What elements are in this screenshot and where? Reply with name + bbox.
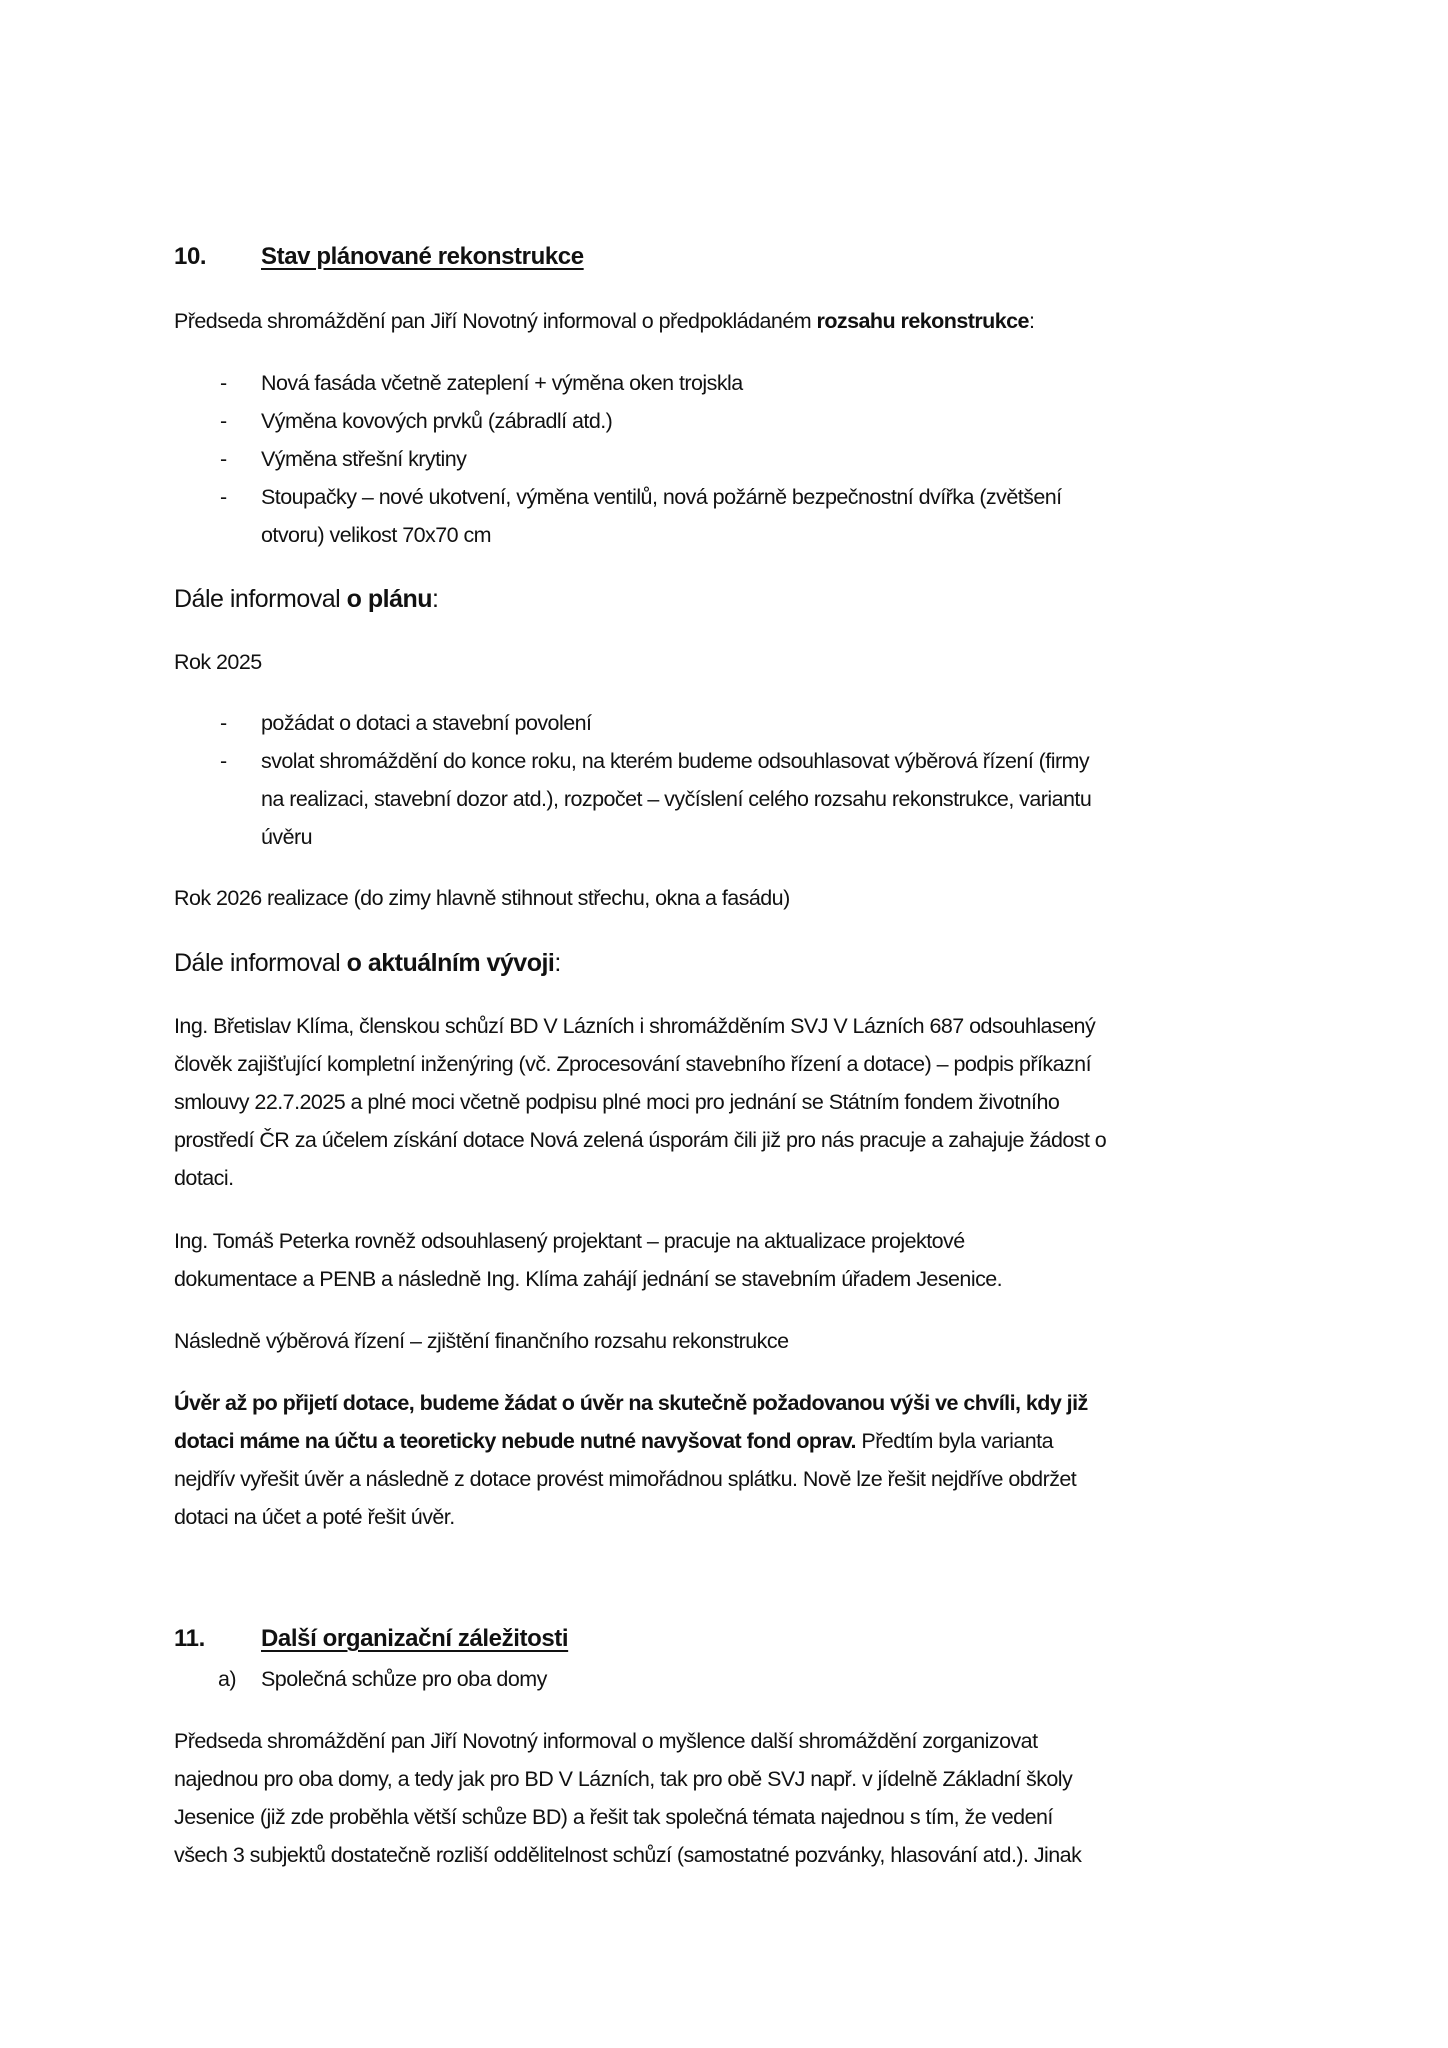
section-title: Stav plánované rekonstrukce bbox=[261, 243, 584, 270]
section-number: 10. bbox=[174, 243, 207, 270]
paragraph-line: dotaci. bbox=[174, 1166, 234, 1190]
paragraph-line: člověk zajišťující kompletní inženýring (vč. Zprocesování stavebního řízení a dotace) – podpis příkazní bbox=[174, 1052, 1092, 1076]
paragraph-line: prostředí ČR za účelem získání dotace Nová zelená úsporám čili již pro nás pracuje a zahajuje žádost o bbox=[174, 1128, 1107, 1152]
paragraph-line: najednou pro oba domy, a tedy jak pro BD V Lázních, tak pro obě SVJ např. v jídelně Základní školy bbox=[174, 1767, 1073, 1791]
list-item: - Stoupačky – nové ukotvení, výměna ventilů, nová požárně bezpečnostní dvířka (zvětšení bbox=[220, 485, 1062, 509]
section-number: 11. bbox=[174, 1625, 205, 1652]
section-11-heading bbox=[174, 1620, 568, 1658]
paragraph-line: Ing. Tomáš Peterka rovněž odsouhlasený projektant – pracuje na aktualizace projektové bbox=[174, 1229, 965, 1253]
year-2025-label: Rok 2025 bbox=[174, 650, 262, 674]
list-item: - Nová fasáda včetně zateplení + výměna oken trojskla bbox=[220, 371, 743, 395]
list-item: - Výměna kovových prvků (zábradlí atd.) bbox=[220, 409, 613, 433]
plan-heading: Dále informoval o plánu: bbox=[174, 585, 439, 613]
list-item-continuation: úvěru bbox=[261, 825, 313, 849]
paragraph-line: všech 3 subjektů dostatečně rozliší oddělitelnost schůzí (samostatné pozvánky, hlasování atd.). Jinak bbox=[174, 1843, 1082, 1867]
paragraph-line: Předseda shromáždění pan Jiří Novotný informoval o myšlence další shromáždění zorganizovat bbox=[174, 1729, 1038, 1753]
year-2026-paragraph: Rok 2026 realizace (do zimy hlavně stihnout střechu, okna a fasádu) bbox=[174, 886, 790, 910]
development-heading: Dále informoval o aktuálním vývoji: bbox=[174, 949, 561, 977]
list-item-continuation: otvoru) velikost 70x70 cm bbox=[261, 523, 492, 547]
intro-paragraph: Předseda shromáždění pan Jiří Novotný informoval o předpokládaném rozsahu rekonstrukce: bbox=[174, 309, 1035, 333]
list-item: - svolat shromáždění do konce roku, na kterém budeme odsouhlasovat výběrová řízení (firmy bbox=[220, 749, 1090, 773]
section-title: Další organizační záležitosti bbox=[261, 1625, 569, 1652]
paragraph-line: nejdřív vyřešit úvěr a následně z dotace provést mimořádnou splátku. Nově lze řešit nejdříve obdržet bbox=[174, 1467, 1077, 1491]
sub-item: a) Společná schůze pro oba domy bbox=[218, 1667, 547, 1691]
section-10-heading bbox=[174, 238, 584, 276]
paragraph-line: dotaci máme na účtu a teoreticky nebude nutné navyšovat fond oprav. Předtím byla varianta bbox=[174, 1429, 1054, 1453]
paragraph-line: dotaci na účet a poté řešit úvěr. bbox=[174, 1505, 455, 1529]
paragraph-line: dokumentace a PENB a následně Ing. Klíma zahájí jednání se stavebním úřadem Jesenice. bbox=[174, 1267, 1003, 1291]
paragraph-line: Úvěr až po přijetí dotace, budeme žádat o úvěr na skutečně požadovanou výši ve chvíli, kdy již bbox=[174, 1391, 1088, 1415]
list-item-continuation: na realizaci, stavební dozor atd.), rozpočet – vyčíslení celého rozsahu rekonstrukce, variantu bbox=[261, 787, 1092, 811]
list-item: - požádat o dotaci a stavební povolení bbox=[220, 711, 592, 735]
paragraph-line: Ing. Břetislav Klíma, členskou schůzí BD V Lázních i shromážděním SVJ V Lázních 687 odsouhlasený bbox=[174, 1014, 1096, 1038]
paragraph-line: smlouvy 22.7.2025 a plné moci včetně podpisu plné moci pro jednání se Státním fondem životního bbox=[174, 1090, 1060, 1114]
paragraph-line: Jesenice (již zde proběhla větší schůze BD) a řešit tak společná témata najednou s tím, že vedení bbox=[174, 1805, 1053, 1829]
list-item: - Výměna střešní krytiny bbox=[220, 447, 467, 471]
tender-paragraph: Následně výběrová řízení – zjištění finančního rozsahu rekonstrukce bbox=[174, 1329, 789, 1353]
